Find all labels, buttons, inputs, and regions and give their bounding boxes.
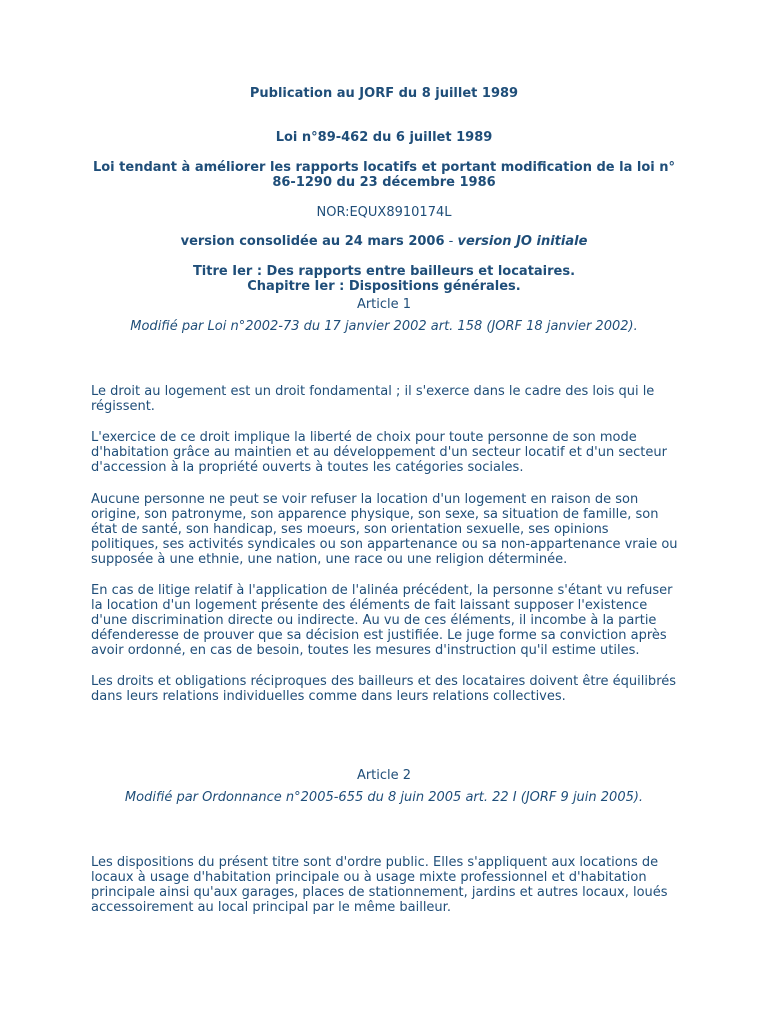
article-1-paragraph: L'exercice de ce droit implique la liberté de choix pour toute personne de son mode d'habitation grâce au maintien et au développement d'un secteur locatif et d'un secteur d'accession à la propriété ouverts à toutes les catégories sociales.: [91, 430, 667, 475]
law-title-line: Loi tendant à améliorer les rapports locatifs et portant modification de la loi n°: [92, 160, 676, 175]
law-title: [60, 160, 708, 190]
article-1-paragraph: Aucune personne ne peut se voir refuser la location d'un logement en raison de son origine, son patronyme, son apparence physique, son sexe, sa situation de famille, son état de santé, son handicap, ses moeurs, son orientation sexuelle, ses opinions politiques, ses activités syndicales ou son appartenance ou sa non-appartenance vraie ou supposée à une ethnie, une nation, une race ou une religion déterminée.: [91, 492, 678, 567]
article-2-modification: Modifié par Ordonnance n°2005-655 du 8 juin 2005 art. 22 I (JORF 9 juin 2005).: [124, 790, 644, 805]
version-line: [60, 234, 708, 249]
article-2-paragraph: Les dispositions du présent titre sont d'ordre public. Elles s'appliquent aux locations de locaux à usage d'habitation principale ou à usage mixte professionnel et d'habitation principale ainsi qu'aux garages, places de stationnement, jardins et autres locaux, loués accessoirement au local principal par le même bailleur.: [91, 855, 668, 915]
chapitre-heading: Chapitre Ier : Dispositions générales.: [247, 279, 521, 294]
article-1-paragraph: Le droit au logement est un droit fondamental ; il s'exerce dans le cadre des lois qui le régissent.: [91, 384, 655, 414]
nor-reference: NOR:EQUX8910174L: [316, 205, 452, 220]
law-title-line: 86-1290 du 23 décembre 1986: [272, 175, 496, 190]
version-consolidated: version consolidée au 24 mars 2006: [180, 234, 445, 249]
article-1-paragraph: En cas de litige relatif à l'application de l'alinéa précédent, la personne s'étant vu refuser la location d'un logement présente des éléments de fait laissant supposer l'existence d'une discrimination directe ou indirecte. Au vu de ces éléments, il incombe à la partie défenderesse de prouver que sa décision est justifiée. Le juge forme sa conviction après avoir ordonné, en cas de besoin, toutes les mesures d'instruction qu'il estime utiles.: [91, 583, 673, 658]
publication-line: Publication au JORF du 8 juillet 1989: [249, 86, 519, 101]
version-jo-initiale: version JO initiale: [457, 234, 588, 249]
titre-heading: Titre Ier : Des rapports entre bailleurs et locataires.: [192, 264, 576, 279]
law-number: Loi n°89-462 du 6 juillet 1989: [275, 130, 493, 145]
version-separator: -: [444, 234, 458, 249]
article-2-heading: Article 2: [356, 768, 412, 783]
article-1-modification: Modifié par Loi n°2002-73 du 17 janvier 2002 art. 158 (JORF 18 janvier 2002).: [130, 319, 638, 334]
article-1-paragraph: Les droits et obligations réciproques des bailleurs et des locataires doivent être équilibrés dans leurs relations individuelles comme dans leurs relations collectives.: [91, 674, 677, 704]
article-1-heading: Article 1: [356, 297, 412, 312]
